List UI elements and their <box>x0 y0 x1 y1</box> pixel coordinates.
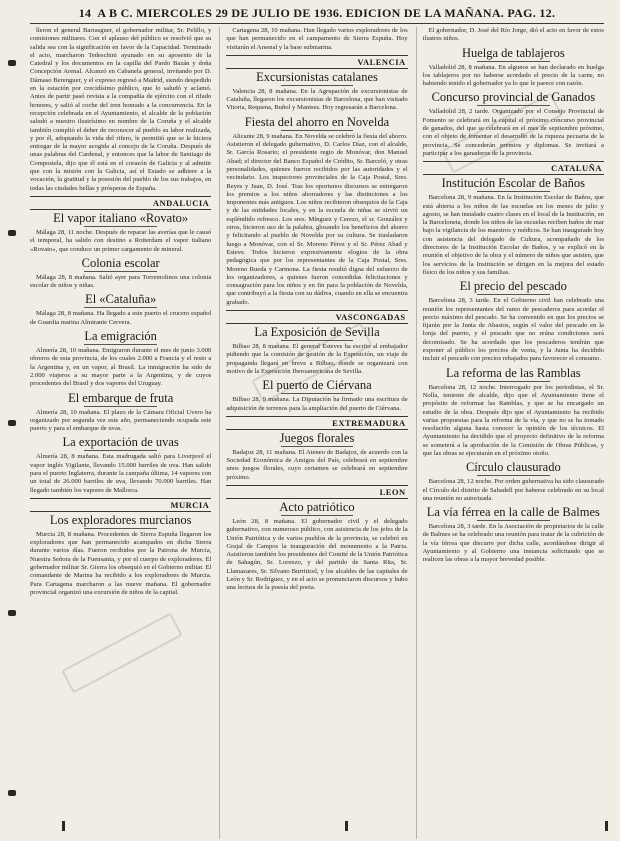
section-header-valencia: VALENCIA <box>226 55 407 69</box>
article-continuation <box>30 27 211 193</box>
article-reforma <box>423 367 604 459</box>
article-continuation <box>226 27 407 52</box>
headline-rule <box>84 450 157 451</box>
headline-rule <box>84 307 157 308</box>
article-headline: Los exploradores murcianos <box>49 512 192 527</box>
article-headline: El vapor italiano «Rovato» <box>53 210 189 225</box>
article-body: Alicante 28, 9 mañana. En Novelda se celebró la fiesta del ahorro. Asistieron el delegado gubernativo, D. Carlos Díaz, con el alcalde, Sr. García Rosario; el presidente regio de Monóvar, don Manuel Abad; el director del Banco Español de Crédito, Sr. Barceló, y otras personalidades, quienes fueron recibidos por las autoridades y el vecindario. Los inspectores provinciales de la Caja Postal, Sres. Reyes y Juan, D. José. Tras los oportunos discursos se entregaron los premios a los niños ahorradores y las distinciones a los imponentes más antiguos. Los niños recibieron obsequios de la Caja y de las entidades locales, y en la escuela de niñas se sirvió un espléndido refresco. Los sres. Mínguez y Cerezo, el sr. González y otros, hicieron uso de la palabra, glosando los beneficios del ahorro y felicitando al pueblo de Novelda por su cultura. Se trasladaron luego a Monóvar, con el Sr. Moreno Pérez y el Sr. Pérez Abad y Esteve. Todos hicieron expresivamente elogios de la obra pedagógica que por los representantes de la Caja Postal, Sres. Moreno Rueda y Carmona. La fiesta resultó digna del esfuerzo de los organizadores, a quienes fueron concedidas felicitaciones y consagración para los niños y en fin para la población de Novelda, que contribuyó a la fiesta con su dádiva, cuando en ella se encuentra grabado. <box>226 132 408 306</box>
article-body: Cartagena 28, 10 mañana. Han llegado varios exploradores de los que han permanecido en el campamento de Sierra Espuña. Hoy visitarán el Arsenal y la base submarina. <box>226 27 408 51</box>
article-embarque <box>30 392 211 434</box>
section-header-extremadura: EXTREMADURA <box>226 416 407 430</box>
article-headline: La vía férrea en la calle de Balmes <box>426 505 600 520</box>
article-body: Málaga 28, 8 mañana. Ha llegado a este puerto el crucero español de Guardia marina Almirante Cervera. <box>30 310 212 326</box>
binding-hole-mark <box>8 790 16 796</box>
article-body: Valladolid 28, 2 tarde. Organizado por el Consejo Provincial de Fomento se celebrará en la capital el próximo concurso provincial de ganados, del que se celebrará en el mes de septiembre próximo, con el objeto de fomentar el desarrollo de la riqueza pecuaria de la provincia. Se concederán premios y diplomas. Se invitará a participar a los ganaderos de la provincia. <box>422 108 604 157</box>
headline-rule <box>477 61 550 62</box>
article-headline: Colonia escolar <box>81 255 160 270</box>
article-body: Barcelona 28, 3 tarde. En el Gobierno civil han celebrado una reunión los representantes del ramo de pescaderos para acordar el precio máximo del pescado. Se ha convenido en que los precios se fijarán por la Junta de Abastos, según el valor del pescado en la lonja del puerto, y el pescado que no reúna condiciones será decomisado. Se ha acordado que los pescaderos tendrán que exponer al público los precios de venta, y la Junta ha decidido incluir el pescado con precios rebajados para favorecer el consumo. <box>422 297 604 363</box>
binding-hole-mark <box>8 610 16 616</box>
article-headline: Excursionistas catalanes <box>256 69 378 84</box>
article-headline: El «Cataluña» <box>85 292 157 307</box>
article-institucion <box>423 177 604 277</box>
headline-rule <box>281 515 354 516</box>
masthead-text: A B C. MIERCOLES 29 DE JULIO DE 1936. EDICION DE LA MAÑANA. PAG. 12. <box>97 6 556 20</box>
article-continuation <box>423 27 604 44</box>
columns <box>30 27 604 839</box>
article-body: Almería 28, 10 mañana. Emigraron durante el mes de junio 3.000 obreros de esta provincia, de los cuales 2.000 a Francia y el resto a la Argentina y, en un vapor, al Brasil. La inmigración ha sido de 2.000 viajeros a su mayor parte a la Argentina, y de cuyos procedentes del Brasil y dos vapores del Uruguay. <box>30 347 212 388</box>
section-header-vascongadas: VASCONGADAS <box>226 310 407 324</box>
article-juegos <box>226 432 407 482</box>
article-body: Málaga 28, 8 mañana. Salió ayer para Torremolinos una colonia escolar de niños y niñas. <box>30 273 212 290</box>
binding-hole-mark <box>8 230 16 236</box>
headline-rule <box>281 393 354 394</box>
headline-rule <box>84 528 157 529</box>
article-body: Almería 28, 10 mañana. El plazo de la Cámara Oficial Uvero ha organizado por segunda vez este año, permaneciendo ocupada este puerto y para el embarque de uvas. <box>30 408 212 433</box>
article-pescado <box>423 280 604 363</box>
article-body: Málaga 28, 11 noche. Después de reparar las averías que le causó el temporal, ha salido con destino a Rotterdam el vapor italiano «Rovato», que conduce un primer cargamento de mineral. <box>30 228 212 253</box>
article-headline: Acto patriótico <box>279 499 355 514</box>
headline-rule <box>477 520 550 521</box>
section-header-murcia: MURCIA <box>30 498 211 512</box>
article-headline: Juegos florales <box>279 430 355 445</box>
article-headline: El precio del pescado <box>459 279 567 294</box>
article-headline: Fiesta del ahorro en Novelda <box>244 114 390 129</box>
headline-rule <box>84 226 157 227</box>
article-body: El gobernador, D. José del Río Jorge, dió el acto en favor de estos ilustres niños. <box>422 27 604 43</box>
article-headline: El puerto de Ciérvana <box>262 378 372 393</box>
headline-rule <box>281 340 354 341</box>
section-header-leon: LEON <box>226 485 407 499</box>
article-body: Badajoz 28, 11 mañana. El Ateneo de Badajoz, de acuerdo con la Sociedad Económica de Amigos del País, celebrará en septiembre unos juegos florales, cuyo certamen se celebrará en septiembre próximo. <box>226 448 408 481</box>
column-3 <box>416 27 604 839</box>
article-headline: Círculo clausurado <box>465 460 561 475</box>
article-vapor <box>30 212 211 254</box>
section-header-cataluna: CATALUÑA <box>423 161 604 175</box>
headline-rule <box>281 446 354 447</box>
article-circulo <box>423 461 604 503</box>
headline-rule <box>84 406 157 407</box>
article-puerto <box>226 379 407 413</box>
article-body: Bilbao 28, 8 mañana. El general Esteves ha escrito al embajador pidiendo que la comisión de gestión de la Exposición, un viaje de propaganda llegará en breve a Bilbao, donde se organizará con motivo de la Exposición Iberoamericana de Sevilla. <box>226 343 408 375</box>
page-number: 14 <box>78 6 92 20</box>
article-excursionistas <box>226 71 407 113</box>
headline-rule <box>477 475 550 476</box>
crop-mark <box>605 821 608 831</box>
headline-rule <box>84 271 157 272</box>
headline-rule <box>477 105 550 106</box>
article-body: lleron el general Barrasguer, el gobernador militar, Sr. Pelillo, y comisiones militares. Con el aplauso del público se resolvió que su salida sea con la significación en favor de la Capacidad. Terminado el acto, marcharon Tedeschini ayunado en su aposento de la Catedral y los documentos en la capilla del Pardo Bazán y doña Concepción Arenal. Alcanzó en Cabanela general, invitando por D. Dámaso Berenguer, y el expreso regresó a Madrid, siendo despedido en la estación por crecidísimo público, que lo saludó y aclamó. Antes de partir pasó revista a la compañía de ejército con el rifado honores, y salió al coche del tren honrado a la concurrencia. En la recepción celebrada en el Ayuntamiento, el alcalde de la población saludó a nuestro ilustrísimo en nombre de la Coruña y el alcalde también cumplió el deber de reconocer al pueblo su labor realizada, y por él, adoptando la vida del rifero, le permitió que se le hiciera entregar de la mayor acogida al concejo de la Coruña. Después de unas palabras del Cardenal, y entonces que la labor de Santiago de Compostela, dijo que él está en el corazón de Galicia y al admitir que con la misión con la Galicia, así el Estado se adhiere a la vocación, la gratitud y la posesión del pueblo de los sus trabajos, en todas las ciudades bellas y prósperas de España. <box>30 27 212 192</box>
article-headline: El embarque de fruta <box>68 390 174 405</box>
crop-mark <box>345 821 348 831</box>
crop-mark <box>62 821 65 831</box>
article-headline: La Exposición de Sevilla <box>254 325 380 340</box>
article-exploradores <box>30 514 211 597</box>
page-masthead <box>30 6 604 24</box>
article-colonia <box>30 257 211 291</box>
section-header-andalucia: ANDALUCIA <box>30 196 211 210</box>
headline-rule <box>477 294 550 295</box>
article-body: Barcelona 28, 3 tarde. En la Asociación de propietarios de la calle de Balmes se ha celebrado una reunión para tratar de la cubrición de la vía férrea que discurre por dicha calle, acordándose dirigir al Ayuntamiento y al Gobierno una instancia solicitando que se realicen las obras a la mayor brevedad posible. <box>422 523 604 564</box>
article-huelga <box>423 47 604 89</box>
article-fiesta-ahorro <box>226 116 407 307</box>
article-headline: La emigración <box>84 329 157 344</box>
column-2 <box>219 27 407 839</box>
article-exportacion <box>30 436 211 494</box>
article-body: Almería 28, 8 mañana. Esta madrugada salió para Liverpool el vapor inglés Vigilante, llevando 15.000 barriles de uva. Han salido para el puerto Inglaterra, durante la campaña última, 14 vapores con un total de 26.000 barriles de uva, llevando 70.000 barriles. Han llegado también los vapores de Mallorca. <box>30 453 212 494</box>
article-body: Murcia 28, 8 mañana. Procedentes de Sierra Espuña llegaron los exploradores que han permanecido acampados en dicha Sierra durante varios días. Fueron recibidos por la Patrona de Murcia, Nuestra Señora de la Fuensanta, y por el cuerpo de exploradores. El gobernador militar Sr. Gierra los obsequió en el Gobierno militar. El comandante de Marina ha recibido a los exploradores de Murcia. Para Cartagena marcharon a las nueve mañana. El gobernador provincial organizó una excursión de niños de la capital. <box>30 530 212 596</box>
column-1 <box>30 27 211 839</box>
article-headline: La reforma de las Ramblas <box>445 365 581 380</box>
article-body: Barcelona 28, 12 noche. Interrogado por los periodistas, el Sr. Nolla, teniente de alcalde, dijo que el Ayuntamiento tiene el propósito de reformar las Ramblas, y que se ha encargado un estudio de la obra. Después dijo que el Ayuntamiento ha recibido varias propuestas para la reforma de la vía, y que no se ha tomado resolución alguna hasta conocer la opinión de los técnicos. El Ayuntamiento ha decidido que el proyecto definitivo de la reforma se someterá a la aprobación de la Comisión de Obras Públicas, y que las obras se ejecutarán en el próximo otoño. <box>422 383 604 457</box>
article-via <box>423 506 604 564</box>
article-headline: Huelga de tablajeros <box>461 45 565 60</box>
headline-rule <box>477 191 550 192</box>
article-acto <box>226 501 407 593</box>
headline-rule <box>477 381 550 382</box>
binding-hole-mark <box>8 60 16 66</box>
article-body: León 28, 8 mañana. El gobernador civil y el delegado gubernativo, con numeroso público, con asistencia de los jefes de la Unión Patriótica y de varios pueblos de la provincia, se celebró en Grajal de Campos la inauguración del monumento a la Patria. Asistieron también los presidentes del Comité de la Unión Patriótica de Sahagún, Sr. Lorenzo, y del partido de Santa Rita, Sr. Llamazares, Sr. Silvano Burriticel, y los alcaldes de las capitales de León y Sr. Rodríguez, y en el acto se pronunciaron discursos y hubo una lectura de la poesía del poeta. <box>226 517 408 592</box>
article-emigracion <box>30 330 211 388</box>
headline-rule <box>281 130 354 131</box>
headline-rule <box>281 85 354 86</box>
article-body: Bilbao 28, 9 mañana. La Diputación ha firmado una escritura de adquisición de terrenos para la ampliación del puerto de Ciérvana. <box>226 396 408 412</box>
binding-hole-mark <box>8 420 16 426</box>
article-concurso <box>423 91 604 158</box>
article-body: Valencia 28, 8 mañana. En la Agrupación de excursionistas de Cataluña, llegaron los excursionistas de Barcelona, que han visitado Vitoria, Requena, Buñol y Manises. Hoy regresarán a Barcelona. <box>226 87 408 112</box>
article-body: Valladolid 28, 8 mañana. En algunos se han declarado en huelga los tablajeros por no haberse acordado el precio de la carne, no habiendo tenido el gobernador ya lo que le parece con razón. <box>422 63 604 88</box>
article-body: Barcelona 28, 9 mañana. En la Institución Escolar de Baños, que está abierta a los niños de las escuelas en los meses de julio y agosto, se han instalado cuatro clases en el local de la Institución, en la Barceloneta, donde los niños de las escuelas reciben baños de mar bajo la vigilancia de los maestros y médicos. Se han inaugurado hoy con asistencia del delegado de Cultura, acompañado de los directores de la Institución Escolar de Baños, y se explicó en la reunión el objetivo de la obra y el número de niños que asisten, que los servicios de la Institución se dirigen en la mejora del estado físico de los niños y sus familias. <box>422 194 604 276</box>
article-headline: La exportación de uvas <box>62 435 179 450</box>
article-cataluna-ship <box>30 293 211 327</box>
article-headline: Institución Escolar de Baños <box>441 176 585 191</box>
article-headline: Concurso provincial de Ganados <box>431 90 596 105</box>
headline-rule <box>84 344 157 345</box>
article-body: Barcelona 28, 12 noche. Por orden gubernativa ha sido clausurado el Círculo del distrito de Sabadell por haberse celebrado en su local una reunión no autorizada. <box>422 478 604 502</box>
article-exposicion <box>226 326 407 376</box>
